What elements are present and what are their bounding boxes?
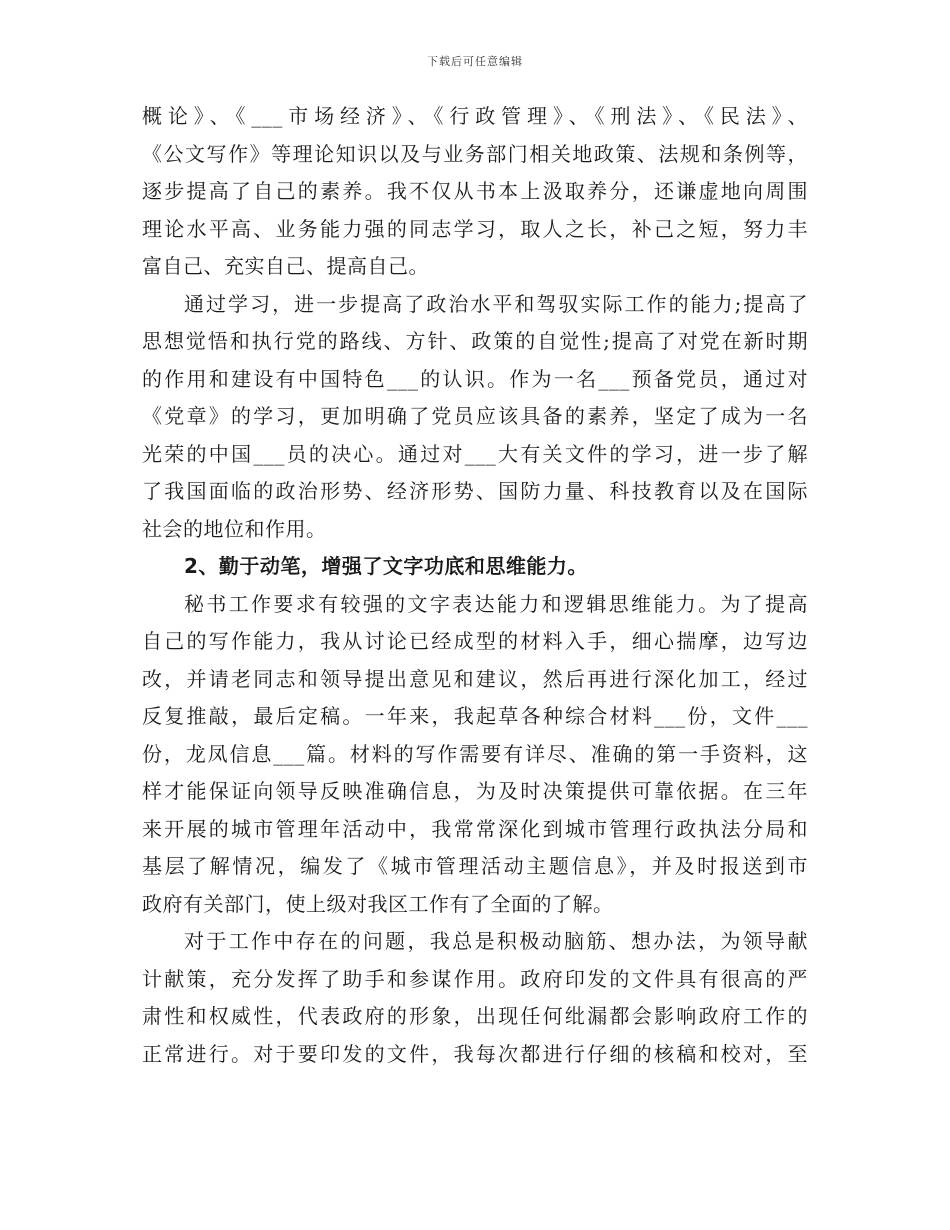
text-line: 的作用和建设有中国特色___的认识。作为一名___预备党员，通过对 bbox=[142, 366, 808, 391]
document-body bbox=[142, 98, 808, 1073]
text-line: 概论》、《___市场经济》、《行政管理》、《刑法》、《民法》、 bbox=[142, 104, 808, 128]
text-line: 正常进行。对于要印发的文件，我每次都进行仔细的核稿和校对，至 bbox=[142, 1041, 808, 1066]
text-line: 政府有关部门，使上级对我区工作有了全面的了解。 bbox=[142, 891, 614, 916]
text-line: 《公文写作》等理论知识以及与业务部门相关地政策、法规和条例等， bbox=[142, 141, 808, 166]
page-header: 下载后可任意编辑 bbox=[427, 55, 523, 68]
text-line: 自己的写作能力，我从讨论已经成型的材料入手，细心揣摩，边写边 bbox=[142, 629, 808, 653]
text-line: 反复推敲，最后定稿。一年来，我起草各种综合材料___份，文件___ bbox=[142, 704, 808, 728]
text-line: 富自己、充实自己、提高自己。 bbox=[142, 254, 429, 278]
text-line: 社会的地位和作用。 bbox=[142, 516, 327, 541]
text-line: 了我国面临的政治形势、经济形势、国防力量、科技教育以及在国际 bbox=[142, 479, 808, 503]
text-line: 逐步提高了自己的素养。我不仅从书本上汲取养分，还谦虚地向周围 bbox=[142, 179, 808, 203]
section-heading: 2、勤于动笔，增强了文字功底和思维能力。 bbox=[184, 554, 588, 578]
text-line: 通过学习，进一步提高了政治水平和驾驭实际工作的能力;提高了 bbox=[184, 291, 808, 316]
text-line: 理论水平高、业务能力强的同志学习，取人之长，补己之短，努力丰 bbox=[142, 216, 808, 241]
text-line: 秘书工作要求有较强的文字表达能力和逻辑思维能力。为了提高 bbox=[184, 591, 808, 616]
text-line: 对于工作中存在的问题，我总是积极动脑筋、想办法，为领导献 bbox=[184, 929, 808, 953]
text-line: 肃性和权威性，代表政府的形象，出现任何纰漏都会影响政府工作的 bbox=[142, 1004, 808, 1028]
text-line: 改，并请老同志和领导提出意见和建议，然后再进行深化加工，经过 bbox=[142, 666, 808, 691]
text-line: 思想觉悟和执行党的路线、方针、政策的自觉性;提高了对党在新时期 bbox=[142, 329, 808, 353]
text-line: 份，龙凤信息___篇。材料的写作需要有详尽、准确的第一手资料，这 bbox=[142, 741, 808, 766]
text-line: 基层了解情况，编发了《城市管理活动主题信息》，并及时报送到市 bbox=[142, 854, 808, 878]
text-line: 《党章》的学习，更加明确了党员应该具备的素养，坚定了成为一名 bbox=[142, 404, 808, 428]
text-line: 光荣的中国___员的决心。通过对___大有关文件的学习，进一步了解 bbox=[142, 441, 808, 466]
text-line: 样才能保证向领导反映准确信息，为及时决策提供可靠依据。在三年 bbox=[142, 779, 808, 803]
text-line: 来开展的城市管理年活动中，我常常深化到城市管理行政执法分局和 bbox=[142, 816, 808, 841]
text-line: 计献策，充分发挥了助手和参谋作用。政府印发的文件具有很高的严 bbox=[142, 966, 808, 991]
